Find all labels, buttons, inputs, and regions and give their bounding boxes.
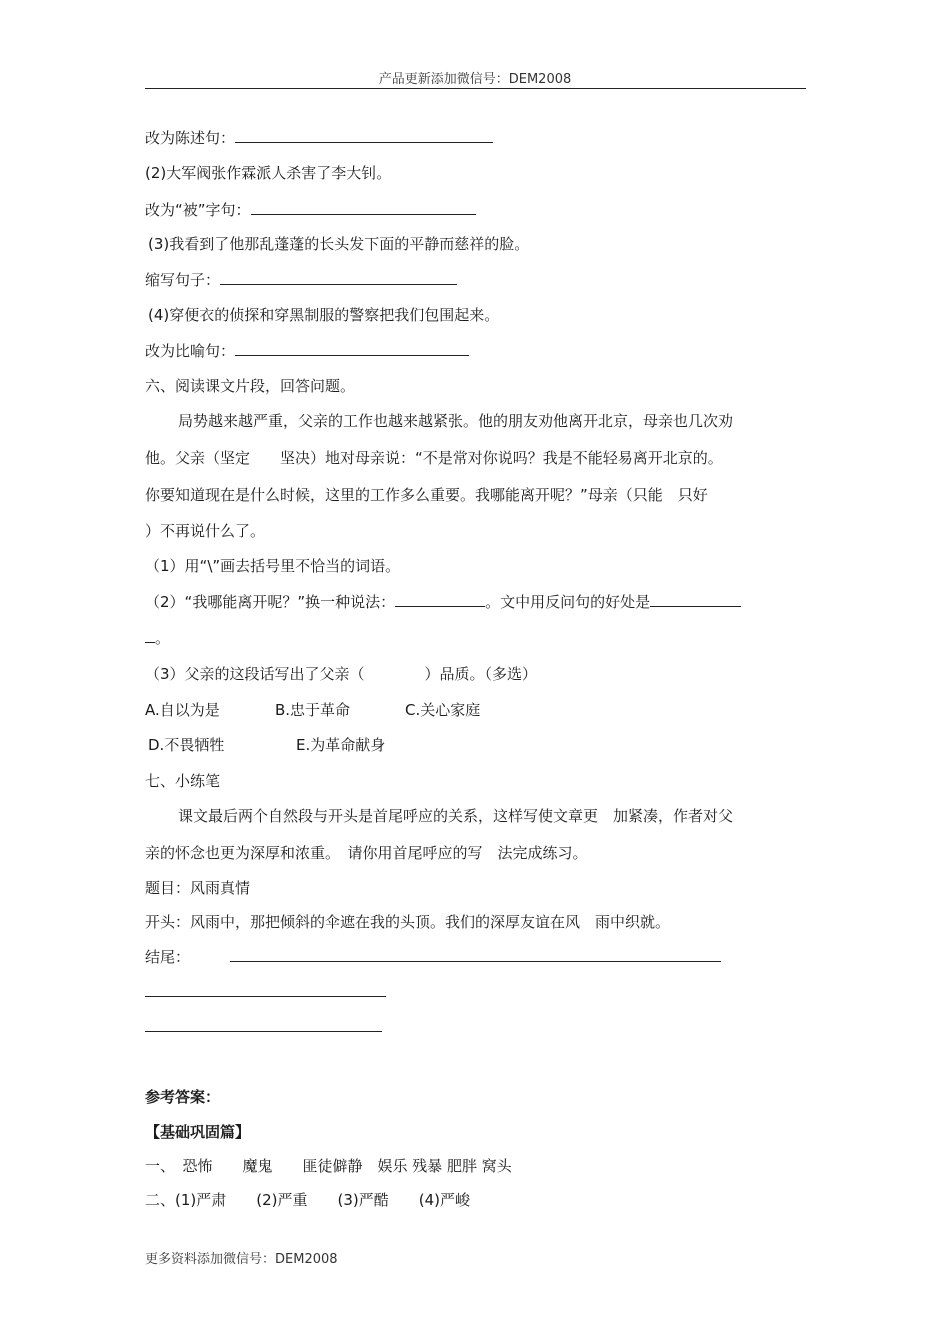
answer-blank[interactable]: [230, 947, 721, 962]
answers-subtitle: 【基础巩固篇】: [145, 1123, 251, 1141]
passage-line-1: 局势越来越严重，父亲的工作也越来越紧张。他的朋友劝他离开北京，母亲也几次劝: [178, 412, 734, 430]
sub-question-1: （1）用“\”画去括号里不恰当的词语。: [145, 557, 401, 575]
answer-blank[interactable]: [395, 592, 485, 607]
answer-blank[interactable]: [235, 128, 493, 143]
passage-line-2: 他。父亲（坚定 坚决）地对母亲说：“不是常对你说吗？我是不能轻易离开北京的。: [145, 449, 723, 467]
answer-part-2: 二、(1)严肃 (2)严重 (3)严酷 (4)严峻: [145, 1191, 470, 1209]
rewrite-metaphor-line: [145, 341, 469, 361]
answer-blank[interactable]: [251, 200, 476, 215]
passage-line-3: 你要知道现在是什么时候，这里的工作多么重要。我哪能离开呢？”母亲（只能 只好: [145, 486, 708, 504]
rewrite-declarative-label: 改为陈述句：: [145, 129, 236, 147]
sub-question-2: [145, 592, 741, 612]
rewrite-passive-label: 改为“被”字句：: [145, 201, 251, 219]
answer-blank[interactable]: [145, 628, 155, 643]
answer-blank[interactable]: [235, 341, 469, 356]
option-c[interactable]: C.关心家庭: [405, 701, 481, 719]
answer-part-1: 一、 恐怖 魔鬼 匪徒僻静 娱乐 残暴 肥胖 窝头: [145, 1157, 512, 1175]
answers-title: 参考答案：: [145, 1088, 221, 1106]
page-footer: 更多资料添加微信号：DEM2008: [145, 1252, 338, 1267]
sub-question-3: （3）父亲的这段话写出了父亲（ ）品质。（多选）: [145, 665, 538, 683]
section-7-title: 七、小练笔: [145, 772, 221, 790]
sub-question-2-end-text: 。: [155, 629, 171, 647]
question-2-sentence: (2)大军阀张作霖派人杀害了李大钊。: [145, 164, 392, 182]
option-a[interactable]: A.自以为是: [145, 701, 220, 719]
rewrite-passive-line: [145, 200, 476, 220]
section-6-title: 六、阅读课文片段，回答问题。: [145, 377, 356, 395]
instruction-line-2: 亲的怀念也更为深厚和浓重。 请你用首尾呼应的写 法完成练习。: [145, 844, 588, 862]
sub-question-2-text: （2）“我哪能离开呢？”换一种说法：: [145, 593, 396, 611]
option-d[interactable]: D.不畏牺牲: [148, 736, 225, 754]
sub-question-2-end: [145, 628, 170, 648]
shorten-sentence-label: 缩写句子：: [145, 271, 221, 289]
rewrite-metaphor-label: 改为比喻句：: [145, 342, 236, 360]
writing-blank-line: [145, 982, 386, 1002]
header-divider: [145, 88, 806, 89]
rewrite-declarative-line: [145, 128, 493, 148]
passage-line-4: ）不再说什么了。: [145, 522, 266, 540]
writing-ending-label: 结尾：: [145, 948, 191, 966]
writing-topic: 题目：风雨真情: [145, 879, 251, 897]
question-4-sentence: (4)穿便衣的侦探和穿黑制服的警察把我们包围起来。: [148, 306, 500, 324]
page-header: 产品更新添加微信号：DEM2008: [378, 72, 572, 87]
answer-blank[interactable]: [145, 982, 386, 997]
sub-question-2-text: 。文中用反问句的好处是: [485, 593, 651, 611]
writing-opening: 开头：风雨中，那把倾斜的伞遮在我的头顶。我们的深厚友谊在风 雨中织就。: [145, 913, 671, 931]
writing-blank-line: [145, 1017, 382, 1037]
answer-blank[interactable]: [145, 1017, 382, 1032]
option-b[interactable]: B.忠于革命: [275, 701, 351, 719]
instruction-line-1: 课文最后两个自然段与开头是首尾呼应的关系，这样写使文章更 加紧凑，作者对父: [178, 807, 734, 825]
writing-ending-line: [145, 947, 721, 967]
shorten-sentence-line: [145, 270, 457, 290]
answer-blank[interactable]: [650, 592, 741, 607]
option-e[interactable]: E.为革命献身: [296, 736, 386, 754]
answer-blank[interactable]: [220, 270, 457, 285]
question-3-sentence: (3)我看到了他那乱蓬蓬的长头发下面的平静而慈祥的脸。: [148, 235, 530, 253]
